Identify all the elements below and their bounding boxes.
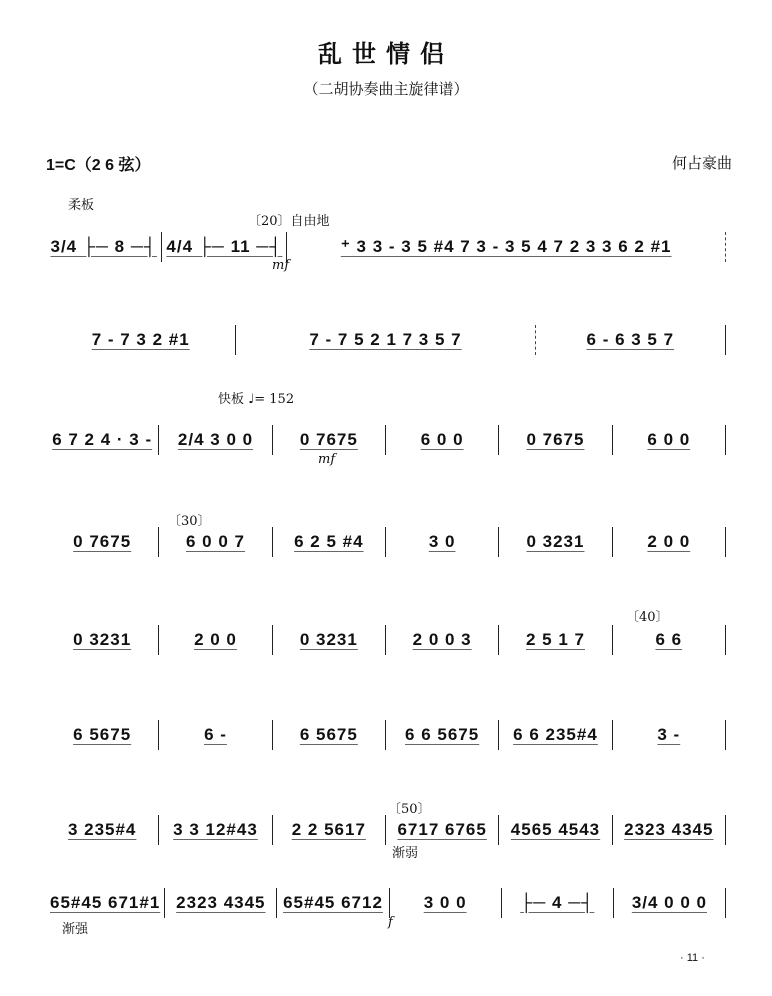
measure: 2 5 1 7 [525,630,585,649]
page-number: · 11 · [680,952,705,964]
score-line [46,425,726,455]
tempo-marking-fast: 快板 ♩= 152 [218,392,295,407]
score-line [46,815,726,845]
measure: 0 7675 [73,532,132,551]
measure: 2 0 0 3 [412,630,472,649]
barline [725,425,726,455]
rehearsal-mark-20: 〔20〕自由地 [248,214,330,229]
measure: 2 2 5617 [291,820,366,839]
measure: 0 3231 [526,532,585,551]
measure: 2 0 0 [647,532,691,551]
measure: 2/4 3 0 0 [177,430,254,449]
dynamic-mf: mf [272,258,290,273]
measure: 6717 6765 [397,820,487,839]
measure: 6 7 2 4 · 3 - [52,430,153,449]
score-subtitle: （二胡协奏曲主旋律谱） [303,80,469,98]
measure: 6 0 0 [647,430,691,449]
score-line [46,527,726,557]
composer: 何占豪曲 [671,154,732,172]
measure: 6 6 235#4 [513,725,598,744]
score-line [46,720,726,750]
measure: 6 5675 [73,725,132,744]
measure: 6 - 6 3 5 7 [586,330,675,349]
barline [725,815,726,845]
measure: ⁺ 3 3 - 3 5 #4 7 3 - 3 5 4 7 2 3 3 6 2 #1 [340,237,672,256]
measure: 2323 4345 [624,820,714,839]
barline [725,232,726,262]
barline [725,325,726,355]
measure: 6 0 0 [420,430,464,449]
rehearsal-mark-50: 〔50〕 [388,802,431,817]
dynamic-f: f [388,915,393,930]
measure: 4565 4543 [510,820,601,839]
diminuendo-marking: 渐弱 [392,846,419,861]
score-line [46,325,726,355]
measure: 6 5675 [299,725,358,744]
score-line [46,232,726,262]
measure: 7 - 7 5 2 1 7 3 5 7 [309,330,462,349]
measure: 0 3231 [299,630,358,649]
measure: 0 7675 [299,430,358,449]
measure: 3 0 [428,532,456,551]
measure: 3/4 0 0 0 [631,893,707,912]
measure: 65#45 6712 [283,893,383,912]
key-signature: 1=C（2 6 弦） [46,157,151,174]
measure: 6 6 5675 [405,725,480,744]
measure: 3 - [657,725,681,744]
score-line [46,625,726,655]
score-line [46,888,726,918]
dynamic-mf: mf [318,452,336,467]
tempo-marking: 柔板 [68,198,95,213]
measure: 2323 4345 [176,893,266,912]
rehearsal-mark-30: 〔30〕 [168,514,211,529]
score-title: 乱世情侣 [318,39,454,68]
crescendo-marking: 渐强 [62,922,89,937]
measure: 0 3231 [73,630,132,649]
measure: 2 0 0 [194,630,237,649]
barline [725,625,726,655]
measure: ├─ 4 ─┤ [520,893,595,912]
measure: 6 - [204,725,227,744]
measure: 3 0 0 [423,893,467,912]
measure: 65#45 671#1 [50,893,161,912]
measure: 4/4 ├─ 11 ─┤ [166,237,283,256]
measure: 3 235#4 [67,820,137,839]
measure: 6 6 [655,630,683,649]
measure: 0 7675 [526,430,585,449]
measure: 7 - 7 3 2 #1 [91,330,190,349]
barline [725,720,726,750]
rehearsal-mark-40: 〔40〕 [626,610,669,625]
barline [725,888,726,918]
measure: 6 2 5 #4 [294,532,364,551]
barline [725,527,726,557]
measure: 3 3 12#43 [173,820,258,839]
measure: 6 0 0 7 [185,532,245,551]
measure: 3/4 ├─ 8 ─┤ [50,237,157,256]
